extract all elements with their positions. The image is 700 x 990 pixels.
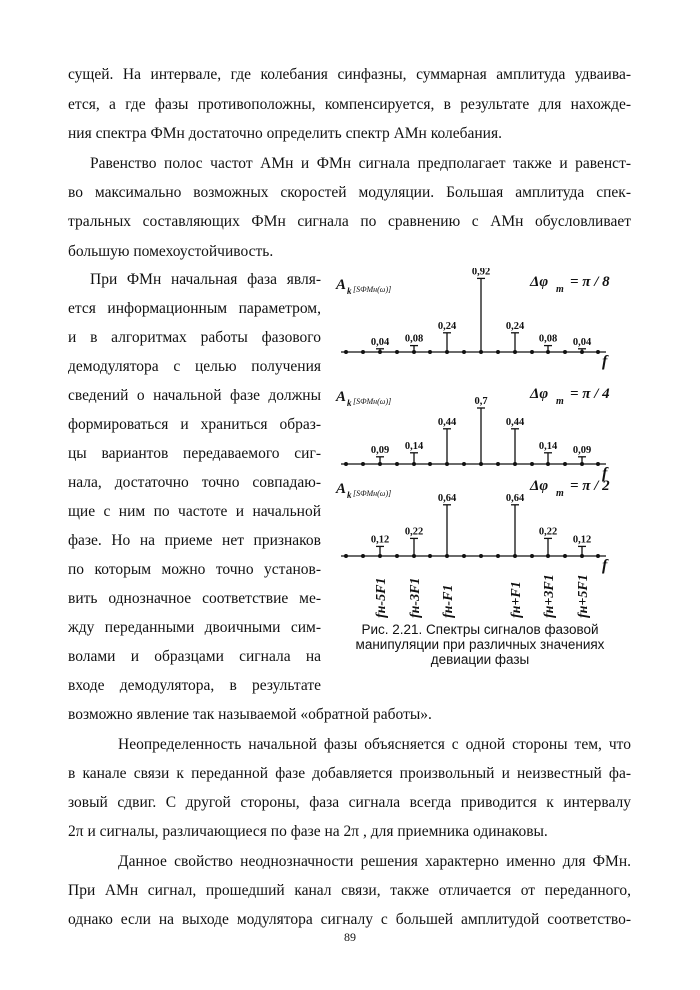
body-line: Равенство полос частот АМн и ФМн сигнала предполагает также и равенст- [90, 155, 631, 172]
delta-phi-sub: m [556, 396, 564, 407]
data-label: 0,12 [572, 534, 592, 546]
figure-caption-line: манипуляции при различных значениях [355, 637, 605, 652]
wrap-line: вить однозначное соответствие ме- [68, 590, 321, 607]
data-label: 0,09 [572, 444, 592, 456]
wrap-line: фазе. Но на приеме нет признаков [68, 532, 321, 549]
axis-dot [596, 462, 600, 466]
body-line: большую помехоустойчивость. [68, 243, 274, 260]
body-line: возможно явление так называемой «обратной работы». [68, 706, 432, 723]
data-label: 0,04 [572, 336, 592, 348]
wrap-line: формироваться и храниться образ- [68, 416, 321, 433]
axis-dot [361, 350, 365, 354]
axis-dot [496, 350, 500, 354]
axis-dot [428, 350, 432, 354]
axis-dot [395, 350, 399, 354]
body-line: сущей. На интервале, где колебания синфазны, суммарная амплитуда удваива- [68, 66, 631, 83]
figure-caption-line: девиации фазы [430, 652, 530, 667]
body-line: во максимально возможных скоростей модуляции. Большая амплитуда спек- [68, 184, 631, 201]
wrap-line: цы вариантов передаваемого сиг- [68, 445, 321, 462]
wrap-line: нала, достаточно точно совпадаю- [68, 474, 321, 491]
data-label: 0,64 [437, 492, 457, 504]
axis-dot [361, 462, 365, 466]
data-label: 0,08 [538, 333, 558, 345]
delta-phi-label: Δφ [530, 274, 549, 290]
x-tick-label: fн+F1 [509, 581, 524, 618]
data-label: 0,92 [471, 268, 491, 278]
data-label: 0,04 [370, 336, 390, 348]
wrap-line: демодулятора с целью получения [68, 358, 321, 375]
axis-dot [395, 554, 399, 558]
axis-dot [428, 554, 432, 558]
axis-f-label: f [602, 353, 608, 370]
y-axis-label-sub: k [347, 286, 352, 296]
axis-dot [563, 554, 567, 558]
delta-phi-value: = π / 4 [570, 386, 610, 402]
axis-dot [596, 350, 600, 354]
y-axis-label-sub: k [347, 398, 352, 408]
axis-dot [530, 462, 534, 466]
axis-dot [530, 554, 534, 558]
y-axis-label-bracket: [SФМн(ω)] [353, 285, 392, 294]
data-label: 0,64 [505, 492, 525, 504]
x-tick-label: fн-5F1 [374, 577, 389, 618]
body-line: тральных составляющих ФМн сигнала по сравнению с АМн обусловливает [68, 213, 631, 230]
data-label: 0,24 [437, 320, 457, 332]
x-tick-label: fн-3F1 [408, 577, 423, 618]
data-label: 0,44 [437, 416, 457, 428]
data-label: 0,22 [538, 526, 558, 538]
wrap-line: волами и образцами сигнала на [68, 648, 321, 665]
delta-phi-sub: m [556, 284, 564, 295]
body-line: однако если на выходе модулятора сигналу с большей амплитудой соответство- [68, 911, 631, 928]
axis-dot [344, 554, 348, 558]
axis-dot [479, 554, 483, 558]
axis-dot [344, 462, 348, 466]
axis-dot [462, 350, 466, 354]
body-line: зовый сдвиг. С другой стороны, фаза сигнала всегда приводится к интервалу [68, 794, 631, 811]
data-label: 0,24 [505, 320, 525, 332]
data-label: 0,44 [505, 416, 525, 428]
data-label: 0,7 [474, 396, 488, 407]
wrap-line: и в алгоритмах работы фазового [68, 329, 321, 346]
body-line: Неопределенность начальной фазы объясняется с одной стороны тем, что [118, 736, 631, 753]
x-tick-label: fн-F1 [441, 584, 456, 618]
data-label: 0,08 [404, 333, 424, 345]
axis-f-label: f [602, 557, 608, 574]
delta-phi-value: = π / 8 [570, 274, 610, 290]
body-line: ется, а где фазы противоположны, компенсируется, в результате для нахожде- [68, 96, 631, 113]
x-tick-label: fн+3F1 [542, 574, 557, 618]
axis-dot [462, 554, 466, 558]
page-number: 89 [344, 930, 356, 944]
wrap-line: При ФМн начальная фаза явля- [90, 271, 321, 288]
figure-caption-line: Рис. 2.21. Спектры сигналов фазовой [361, 622, 599, 637]
spectrum-figure [326, 268, 626, 626]
delta-phi-label: Δφ [530, 386, 549, 402]
delta-phi-sub: m [556, 488, 564, 499]
wrap-line: ется информационным параметром, [68, 300, 321, 317]
data-label: 0,14 [404, 440, 424, 452]
axis-dot [361, 554, 365, 558]
axis-dot [428, 462, 432, 466]
axis-dot [462, 462, 466, 466]
axis-dot [496, 554, 500, 558]
wrap-line: по которым можно точно установ- [68, 561, 321, 578]
axis-dot [563, 350, 567, 354]
y-axis-label-sub: k [347, 490, 352, 500]
data-label: 0,12 [370, 534, 390, 546]
axis-dot [395, 462, 399, 466]
data-label: 0,14 [538, 440, 558, 452]
axis-dot [344, 350, 348, 354]
wrap-line: жду переданными двоичными сим- [68, 619, 321, 636]
wrap-line: щие с ним по частоте и начальной [68, 503, 321, 520]
wrap-line: сведений о начальной фазе должны [68, 387, 321, 404]
axis-dot [563, 462, 567, 466]
x-tick-label: fн+5F1 [576, 574, 591, 618]
delta-phi-value: = π / 2 [570, 478, 610, 494]
y-axis-label-bracket: [SФМн(ω)] [353, 489, 392, 498]
wrap-line: входе демодулятора, в результате [68, 677, 321, 694]
y-axis-label: A [336, 481, 347, 497]
axis-dot [530, 350, 534, 354]
body-line: в канале связи к переданной фазе добавляется произвольный и неизвестный фа- [68, 765, 631, 782]
body-line: При АМн сигнал, прошедший канал связи, также отличается от переданного, [68, 882, 631, 899]
body-line: Данное свойство неоднозначности решения характерно именно для ФМн. [118, 853, 631, 870]
data-label: 0,22 [404, 526, 424, 538]
body-line: 2π и сигналы, различающиеся по фазе на 2π , для приемника одинаковы. [68, 823, 548, 840]
y-axis-label: A [336, 389, 347, 405]
data-label: 0,09 [370, 444, 390, 456]
axis-dot [496, 462, 500, 466]
y-axis-label-bracket: [SФМн(ω)] [353, 397, 392, 406]
delta-phi-label: Δφ [530, 478, 549, 494]
body-line: ния спектра ФМн достаточно определить спектр АМн колебания. [68, 125, 502, 142]
axis-dot [596, 554, 600, 558]
y-axis-label: A [336, 277, 347, 293]
axis-f-label: f [602, 465, 608, 482]
